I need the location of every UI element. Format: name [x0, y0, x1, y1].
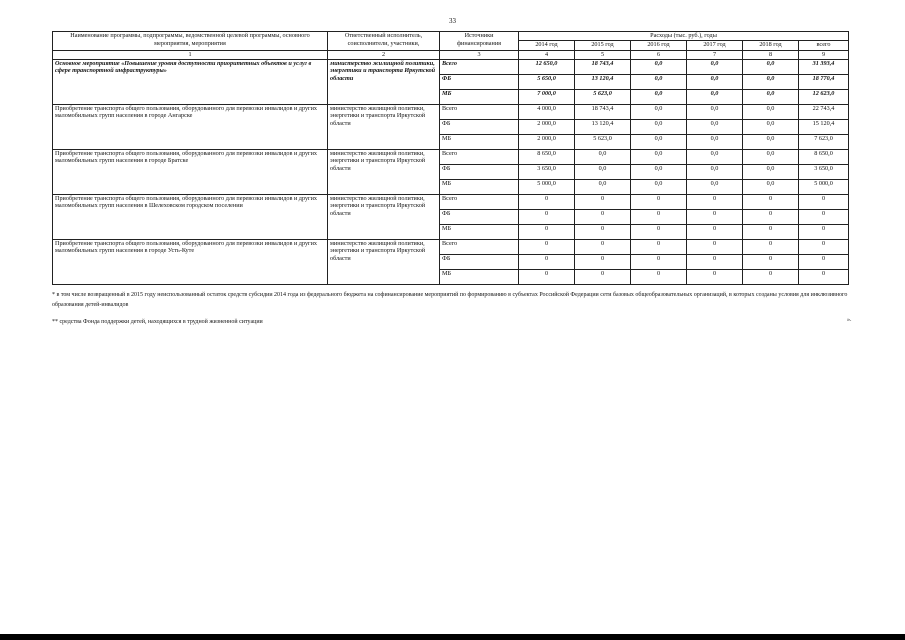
expense-value: 0: [687, 209, 743, 224]
footnote-children-fund: ** средства Фонда поддержки детей, находящихся в трудной жизненной ситуации: [52, 319, 263, 325]
expense-value: 0: [519, 209, 575, 224]
expense-value: 0,0: [687, 179, 743, 194]
expense-value: 0: [687, 194, 743, 209]
expense-value: 5 000,0: [799, 179, 849, 194]
expense-value: 13 120,4: [575, 74, 631, 89]
closing-quote: ».: [847, 317, 852, 323]
funding-source: МБ: [440, 224, 519, 239]
expense-value: 0,0: [631, 59, 687, 74]
budget-table: [52, 31, 849, 285]
expense-value: 0,0: [687, 164, 743, 179]
expense-value: 12 650,0: [519, 59, 575, 74]
expense-value: 0,0: [687, 89, 743, 104]
table-row: [53, 194, 849, 209]
expense-value: 0: [799, 224, 849, 239]
expense-value: 0: [687, 269, 743, 284]
column-number: 5: [575, 50, 631, 59]
expense-value: 0: [575, 209, 631, 224]
funding-source: Всего: [440, 104, 519, 119]
header-funding-source: Источники финансирования: [440, 32, 519, 51]
table-row: [53, 239, 849, 254]
expense-value: 0,0: [743, 59, 799, 74]
executor: министерство жилищной политики, энергетики и транспорта Иркутской области: [328, 239, 440, 284]
expense-value: 0: [631, 239, 687, 254]
expense-value: 0,0: [743, 89, 799, 104]
expense-value: 0,0: [687, 104, 743, 119]
expense-value: 18 743,4: [575, 59, 631, 74]
program-name: Приобретение транспорта общего пользования, оборудованного для перевозки инвалидов и других маломобильных групп населения в городе Ангарске: [53, 104, 328, 149]
program-name: Основное мероприятие «Повышение уровня доступности приоритетных объектов и услуг в сфере транспортной инфраструктуры»: [53, 59, 328, 104]
expense-value: 0: [631, 194, 687, 209]
expense-value: 8 650,0: [799, 149, 849, 164]
expense-value: 0: [519, 269, 575, 284]
expense-value: 3 650,0: [519, 164, 575, 179]
expense-value: 0,0: [575, 149, 631, 164]
footnote-federal-subsidy: * в том числе возвращенный в 2015 году неиспользованный остаток средств субсидии 2014 года из федерального бюджета на софинансирование мероприятий по формированию в субъектах Российской Федерации сети базовых общеобразовательных организаций, в которых созданы условия для инклюзивного образования детей-инвалидов: [52, 292, 848, 308]
expense-value: 3 650,0: [799, 164, 849, 179]
column-number: 3: [440, 50, 519, 59]
expense-value: 0,0: [687, 134, 743, 149]
funding-source: Всего: [440, 194, 519, 209]
table-row: [53, 104, 849, 119]
expense-value: 8 650,0: [519, 149, 575, 164]
header-year: 2015 год: [575, 40, 631, 50]
expense-value: 0,0: [743, 179, 799, 194]
expense-value: 0,0: [575, 179, 631, 194]
header-expenses: Расходы (тыс. руб.), годы: [519, 32, 849, 41]
expense-value: 5 623,0: [575, 134, 631, 149]
executor: министерство жилищной политики, энергетики и транспорта Иркутской области: [328, 194, 440, 239]
expense-value: 18 743,4: [575, 104, 631, 119]
expense-value: 0,0: [743, 134, 799, 149]
expense-value: 0,0: [575, 164, 631, 179]
table-row: [53, 59, 849, 74]
expense-value: 0: [519, 254, 575, 269]
expense-value: 0,0: [631, 74, 687, 89]
funding-source: ФБ: [440, 164, 519, 179]
expense-value: 0,0: [631, 104, 687, 119]
table-row: [53, 149, 849, 164]
expense-value: 7 000,0: [519, 89, 575, 104]
expense-value: 0: [575, 254, 631, 269]
expense-value: 0,0: [687, 119, 743, 134]
executor: министерство жилищной политики, энергетики и транспорта Иркутской области: [328, 59, 440, 104]
header-year: 2018 год: [743, 40, 799, 50]
funding-source: МБ: [440, 89, 519, 104]
expense-value: 0: [687, 254, 743, 269]
executor: министерство жилищной политики, энергетики и транспорта Иркутской области: [328, 149, 440, 194]
funding-source: ФБ: [440, 209, 519, 224]
program-name: Приобретение транспорта общего пользования, оборудованного для перевозки инвалидов и других маломобильных групп населения в Шелеховском городском поселении: [53, 194, 328, 239]
funding-source: Всего: [440, 239, 519, 254]
expense-value: 15 120,4: [799, 119, 849, 134]
expense-value: 0,0: [743, 149, 799, 164]
header-year: 2017 год: [687, 40, 743, 50]
funding-source: МБ: [440, 134, 519, 149]
expense-value: 0: [743, 224, 799, 239]
expense-value: 0: [743, 239, 799, 254]
expense-value: 18 770,4: [799, 74, 849, 89]
expense-value: 0: [743, 209, 799, 224]
expense-value: 0: [519, 224, 575, 239]
expense-value: 2 000,0: [519, 119, 575, 134]
expense-value: 0: [575, 269, 631, 284]
header-year: 2014 год: [519, 40, 575, 50]
expense-value: 2 000,0: [519, 134, 575, 149]
expense-value: 0: [519, 194, 575, 209]
column-number: 6: [631, 50, 687, 59]
expense-value: 0,0: [743, 119, 799, 134]
expense-value: 0: [743, 269, 799, 284]
expense-value: 0,0: [743, 74, 799, 89]
expense-value: 0,0: [631, 119, 687, 134]
column-number: 1: [53, 50, 328, 59]
expense-value: 0: [631, 254, 687, 269]
header-program-name: Наименование программы, подпрограммы, ведомственной целевой программы, основного мероприятия, мероприятия: [53, 32, 328, 51]
expense-value: 0,0: [631, 89, 687, 104]
expense-value: 0: [743, 254, 799, 269]
program-name: Приобретение транспорта общего пользования, оборудованного для перевозки инвалидов и других маломобильных групп населения в городе Братске: [53, 149, 328, 194]
expense-value: 0: [799, 239, 849, 254]
expense-value: 0,0: [687, 74, 743, 89]
expense-value: 0: [799, 269, 849, 284]
expense-value: 0: [799, 254, 849, 269]
page-number: 33: [449, 17, 456, 25]
expense-value: 0,0: [631, 164, 687, 179]
funding-source: ФБ: [440, 119, 519, 134]
expense-value: 0: [631, 209, 687, 224]
funding-source: Всего: [440, 59, 519, 74]
column-number: 9: [799, 50, 849, 59]
expense-value: 0: [687, 224, 743, 239]
column-number: 4: [519, 50, 575, 59]
header-year: всего: [799, 40, 849, 50]
funding-source: Всего: [440, 149, 519, 164]
expense-value: 0: [575, 194, 631, 209]
funding-source: МБ: [440, 179, 519, 194]
expense-value: 12 623,0: [799, 89, 849, 104]
expense-value: 0,0: [687, 149, 743, 164]
expense-value: 0: [631, 269, 687, 284]
expense-value: 0: [687, 239, 743, 254]
expense-value: 0,0: [631, 149, 687, 164]
expense-value: 4 000,0: [519, 104, 575, 119]
expense-value: 5 623,0: [575, 89, 631, 104]
column-number: 8: [743, 50, 799, 59]
expense-value: 0: [575, 224, 631, 239]
header-executor: Ответственный исполнитель, соисполнители, участники,: [328, 32, 440, 51]
expense-value: 31 393,4: [799, 59, 849, 74]
expense-value: 0: [799, 194, 849, 209]
expense-value: 13 120,4: [575, 119, 631, 134]
expense-value: 0,0: [631, 134, 687, 149]
program-name: Приобретение транспорта общего пользования, оборудованного для перевозки инвалидов и других маломобильных групп населения в городе Усть-Куте: [53, 239, 328, 284]
expense-value: 0: [519, 239, 575, 254]
expense-value: 0,0: [743, 164, 799, 179]
funding-source: ФБ: [440, 254, 519, 269]
expense-value: 7 623,0: [799, 134, 849, 149]
expense-value: 22 743,4: [799, 104, 849, 119]
scan-bottom-edge: [0, 634, 905, 640]
executor: министерство жилищной политики, энергетики и транспорта Иркутской области: [328, 104, 440, 149]
funding-source: МБ: [440, 269, 519, 284]
expense-value: 0,0: [743, 104, 799, 119]
expense-value: 5 650,0: [519, 74, 575, 89]
header-year: 2016 год: [631, 40, 687, 50]
column-number: 2: [328, 50, 440, 59]
expense-value: 0: [575, 239, 631, 254]
expense-value: 0: [799, 209, 849, 224]
expense-value: 5 000,0: [519, 179, 575, 194]
expense-value: 0: [631, 224, 687, 239]
column-number: 7: [687, 50, 743, 59]
expense-value: 0: [743, 194, 799, 209]
expense-value: 0,0: [631, 179, 687, 194]
funding-source: ФБ: [440, 74, 519, 89]
expense-value: 0,0: [687, 59, 743, 74]
